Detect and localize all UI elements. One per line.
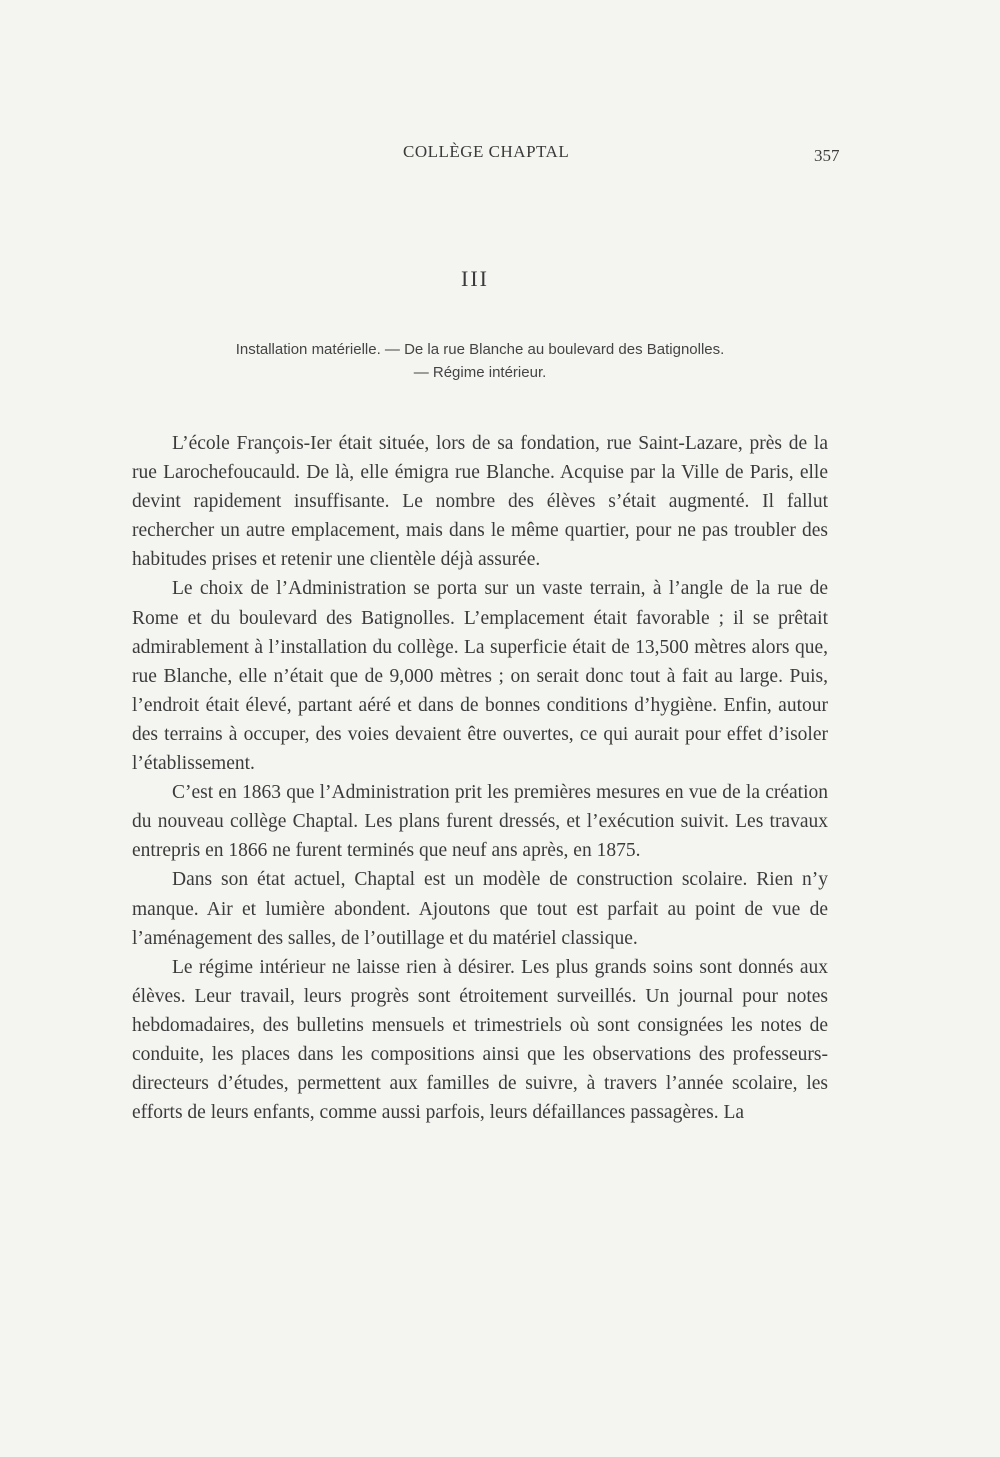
chapter-summary [150, 338, 810, 384]
paragraph: Dans son état actuel, Chaptal est un modèle de construction scolaire. Rien n’y manque. Air et lumière abondent. Ajoutons que tout est parfait au point de vue de l’aménagement des salles, de l’outillage et du matériel classique. [132, 869, 828, 949]
summary-line: — Régime intérieur. [413, 364, 547, 381]
paragraph: L’école François-Ier était située, lors de sa fondation, rue Saint-Lazare, près de la rue Larochefoucauld. De là, elle émigra rue Blanche. Acquise par la Ville de Paris, elle devint rapidement insuffisante. Le nombre des élèves s’était augmenté. Il fallut rechercher un autre emplacement, mais dans le même quartier, pour ne pas troubler des habitudes prises et retenir une clientèle déjà assurée. [132, 433, 828, 571]
chapter-number: III [461, 266, 489, 291]
page-number: 357 [814, 146, 840, 165]
paragraph: Le régime intérieur ne laisse rien à désirer. Les plus grands soins sont donnés aux élèves. Leur travail, leurs progrès sont étroitement surveillés. Un journal pour notes hebdomadaires, des bulletins mensuels et trimestriels où sont consignées les notes de conduite, les places dans les compositions ainsi que les observations des professeurs-directeurs d’études, permettent aux familles de suivre, à travers l’année scolaire, les efforts de leurs enfants, comme aussi parfois, leurs défaillances passagères. La [132, 956, 828, 1124]
paragraph: C’est en 1863 que l’Administration prit les premières mesures en vue de la création du nouveau collège Chaptal. Les plans furent dressés, et l’exécution suivit. Les travaux entrepris en 1866 ne furent terminés que neuf ans après, en 1875. [132, 782, 828, 862]
paragraph: Le choix de l’Administration se porta sur un vaste terrain, à l’angle de la rue de Rome et du boulevard des Batignolles. L’emplacement était favorable ; il se prêtait admirablement à l’installation du collège. La superficie était de 13,500 mètres alors que, rue Blanche, elle n’était que de 9,000 mètres ; on serait donc tout à fait au large. Puis, l’endroit était élevé, partant aéré et dans de bonnes conditions d’hygiène. Enfin, autour des terrains à occuper, des voies devaient être ouvertes, ce qui aurait pour effet d’isoler l’établissement. [132, 578, 828, 775]
running-title: COLLÈGE CHAPTAL [403, 142, 570, 161]
body-text [132, 429, 828, 1127]
summary-line: Installation matérielle. — De la rue Blanche au boulevard des Batignolles. [235, 341, 725, 358]
